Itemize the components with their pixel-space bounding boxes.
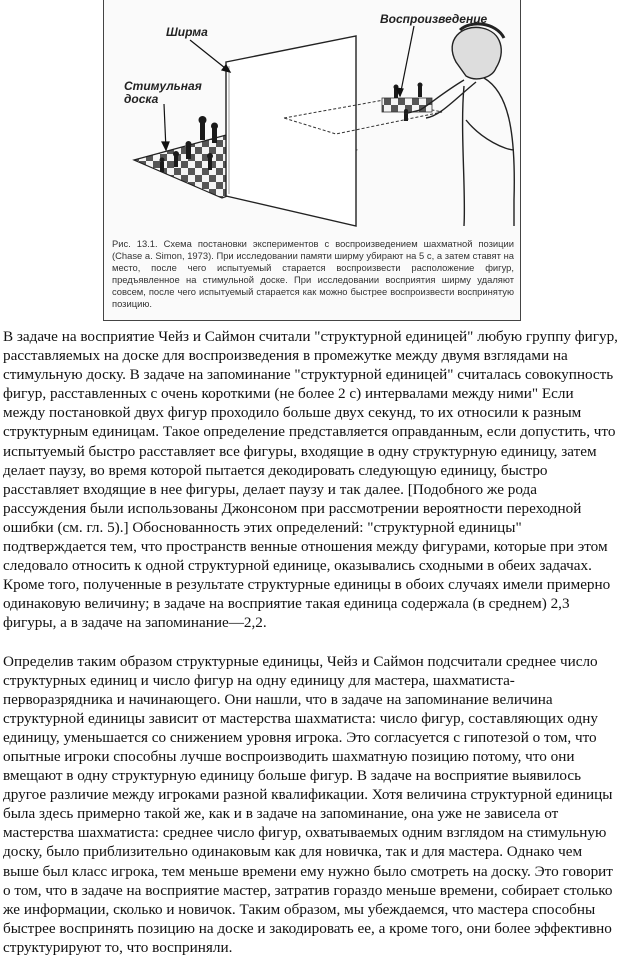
reproduction-label: Воспроизведение — [380, 12, 488, 26]
stimulus-label-line1: Стимульная — [124, 79, 202, 93]
paragraph-2: Определив таким образом структурные единицы, Чейз и Саймон подсчитали среднее число структурных единиц и число фигур на одну единицу для мастера, шахматиста-перворазрядника и начинающего. Они нашли, что в задаче на запоминание величина структурной единицы зависит от мастерства шахматиста: число фигур, составляющих одну единицу, уменьшается со снижением уровня игрока. Это согласуется с гипотезой о том, что опытные игроки способны лучше воспроизводить шахматную позицию потому, что они вмещают в одну структурную единицу больше фигур. В задаче на восприятие выявилось другое различие между игроками разной квалификации. Хотя величина структурной единицы была здесь примерно такой же, как и в задаче на запоминание, она уже не зависела от мастерства шахматиста: среднее число фигур, охватываемых одним взглядом на стимульную доску, было приблизительно одинаковым как для новичка, так и для мастера. Однако чем выше был класс игрока, тем меньше времени ему нужно было смотреть на доску. Это говорит о том, что в задаче на восприятие мастер, затратив гораздо меньше времени, собирает столько же информации, сколько и новичок. Таким образом, мы убеждаемся, что мастера способны быстрее воспринять позицию на доске и закодировать ее, а кроме того, они более эффективно структурируют то, что восприняли. — [3, 652, 613, 956]
experiment-figure — [103, 0, 521, 321]
screen-label: Ширма — [166, 25, 208, 39]
figure-caption: Рис. 13.1. Схема постановки экспериментов с воспроизведением шахматной позиции (Chase a. Simon, 1973). При исследовании памяти ширму убирают на 5 с, а затем ставят на место, после чего испытуемый старается воспроизвести расположение фигур, предъявленное на стимульной доске. При исследовании восприятия ширму удаляют совсем, после чего испытуемый старается как можно быстрее воспроизвести воспринятую позицию. — [112, 238, 514, 309]
subject-person — [404, 24, 514, 226]
paragraph-1: В задаче на восприятие Чейз и Саймон считали "структурной единицей" любую группу фигур, расставляемых на доске для воспроизведения в промежутке между двумя взглядами на стимульную доску. В задаче на запоминание "структурной единицей" считалась совокупность фигур, расставленных с очень короткими (не более 2 с) интервалами между ними" Если между постановкой двух фигур проходило больше двух секунд, то их относили к разным структурным единицам. Такое определение представляется оправданным, если допустить, что испытуемый быстро расставляет все фигуры, входящие в одну структурную единицу, затем делает паузу, во время которой пытается декодировать следующую единицу, быстро расставляет входящие в нее фигуры, делает паузу и так далее. [Подобного же рода рассуждения были использованы Джонсоном при рассмотрении вероятности переходной ошибки (см. гл. 5).] Обоснованность этих определений: "структурной единицы" подтверждается тем, что пространств венные отношения между фигурами, которые при этом следовало относить к одной структурной единице, оказывались сходными в обеих задачах. Кроме того, полученные в результате структурные единицы в обоих случаях имели примерно одинаковую величину; в задаче на восприятие такая единица содержала (в среднем) 2,3 фигуры, а в задаче на запоминание—2,2. — [3, 328, 618, 632]
screen-panel — [226, 36, 356, 226]
stimulus-label-line2: доска — [124, 92, 159, 106]
document-body — [3, 327, 619, 957]
stimulus-board-label — [124, 80, 202, 106]
